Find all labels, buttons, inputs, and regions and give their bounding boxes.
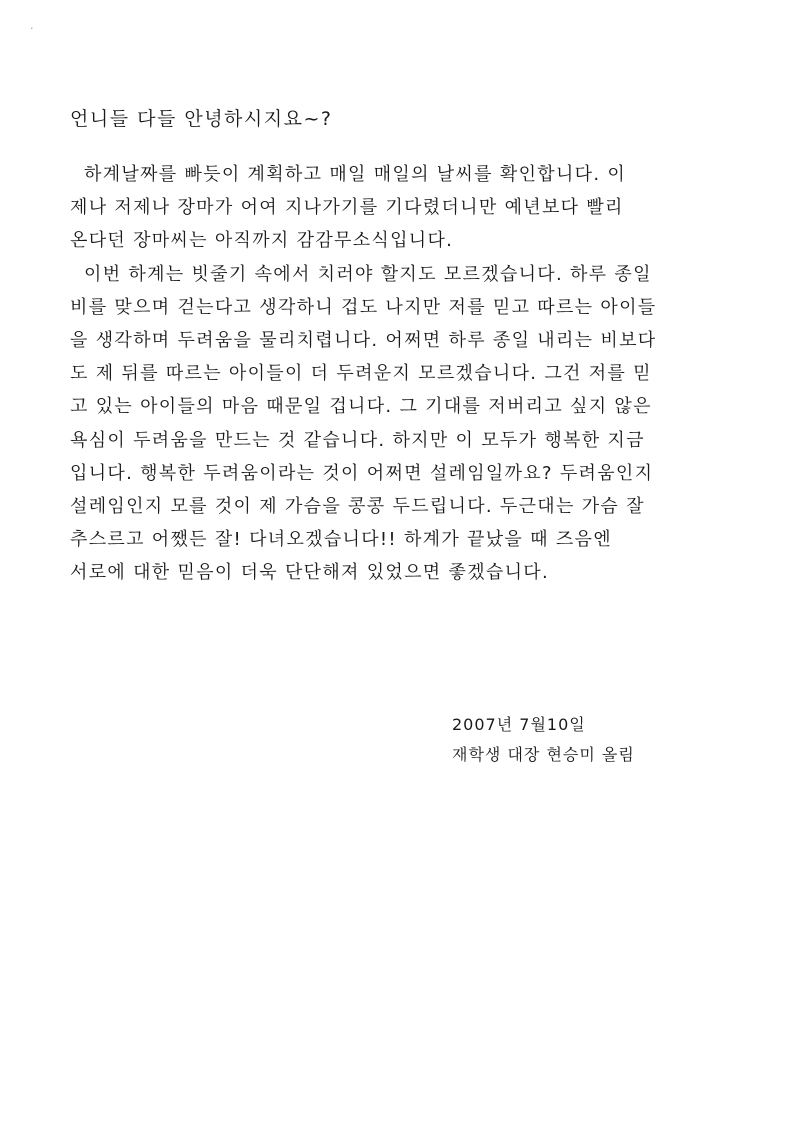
body-line: 을 생각하며 두려움을 물리치렵니다. 어쩌면 하루 종일 내리는 비보다 [70, 329, 657, 351]
body-line: 비를 맞으며 걷는다고 생각하니 겁도 나지만 저를 믿고 따르는 아이들 [70, 296, 657, 318]
body-line: 서로에 대한 믿음이 더욱 단단해져 있었으면 좋겠습니다. [70, 562, 549, 584]
letter-body [70, 158, 760, 589]
corner-mark: · [30, 22, 36, 35]
body-line: 도 제 뒤를 따르는 아이들이 더 두려운지 모르겠습니다. 그건 저를 믿 [70, 363, 652, 385]
body-line: 설레임인지 모를 것이 제 가슴을 콩콩 두드립니다. 두근대는 가슴 잘 [70, 495, 645, 517]
body-line: 욕심이 두려움을 만드는 것 같습니다. 하지만 이 모두가 행복한 지금 [70, 429, 645, 451]
body-line: 온다던 장마씨는 아직까지 감감무소식입니다. [70, 230, 454, 252]
letter-date: 2007년 7월10일 [452, 715, 586, 734]
body-line: 고 있는 아이들의 마음 때문일 겁니다. 그 기대를 저버리고 싶지 않은 [70, 396, 652, 418]
letter-signer: 재학생 대장 현승미 올림 [452, 745, 635, 764]
greeting: 언니들 다들 안녕하시지요~? [70, 108, 333, 130]
body-line: 하계날짜를 빠듯이 계획하고 매일 매일의 날씨를 확인합니다. 이 [84, 164, 627, 185]
body-line: 이번 하계는 빗줄기 속에서 치러야 할지도 모르겠습니다. 하루 종일 [84, 263, 652, 285]
body-line: 입니다. 행복한 두려움이라는 것이 어쩌면 설레임일까요? 두려움인지 [70, 462, 654, 484]
body-line: 추스르고 어쨌든 잘! 다녀오겠습니다!! 하계가 끝났을 때 즈음엔 [70, 529, 612, 551]
body-line: 제나 저제나 장마가 어여 지나가기를 기다렸더니만 예년보다 빨리 [70, 197, 624, 219]
